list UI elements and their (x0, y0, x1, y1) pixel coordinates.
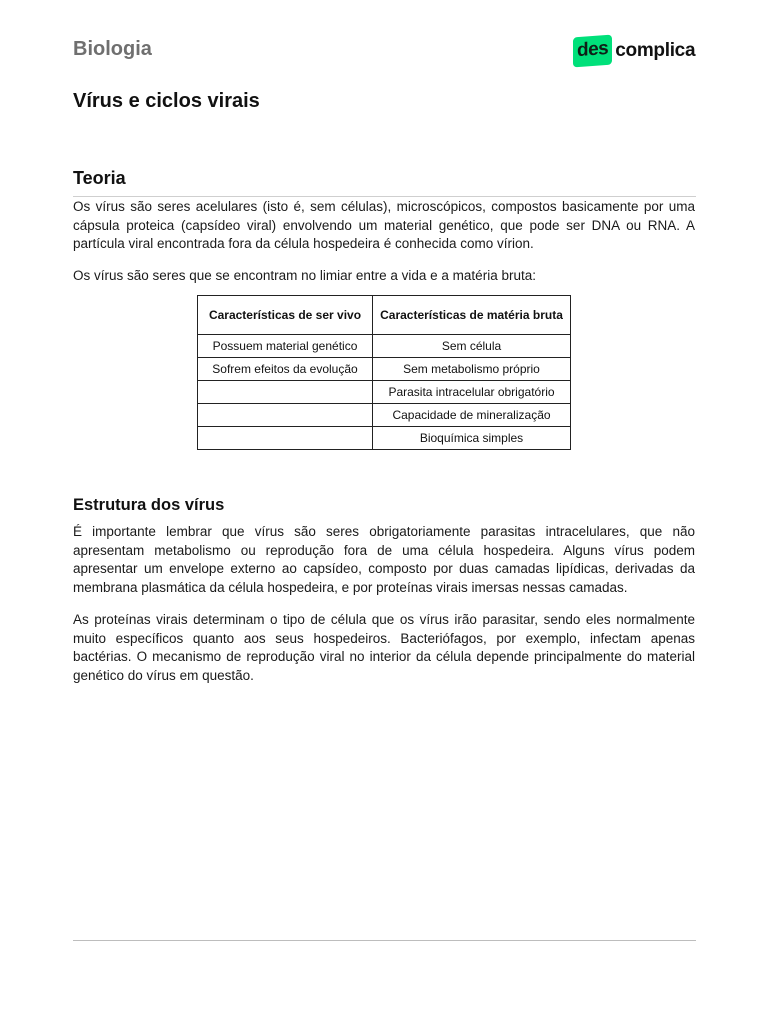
table-cell: Sem célula (373, 335, 571, 358)
table-header-cell: Características de matéria bruta (373, 296, 571, 335)
table-cell: Parasita intracelular obrigatório (373, 381, 571, 404)
estrutura-paragraph-2: As proteínas virais determinam o tipo de célula que os vírus irão parasitar, sendo eles normalmente muito específicos quanto aos seus hospedeiros. Bacteriófagos, por exemplo, infectam apenas bactérias. O mecanismo de reprodução viral no interior da célula depende principalmente do material genético do vírus em questão. (73, 612, 695, 683)
table-row (198, 381, 571, 404)
logo-wordmark: complica (615, 40, 696, 61)
teoria-paragraph-2: Os vírus são seres que se encontram no limiar entre a vida e a matéria bruta: (73, 268, 536, 283)
teoria-paragraph-1: Os vírus são seres acelulares (isto é, sem células), microscópicos, compostos basicamente por uma cápsula proteica (capsídeo viral) envolvendo um material genético, que pode ser DNA ou RNA. A partícula viral encontrada fora da célula hospedeira é conhecida como vírion. (73, 199, 695, 251)
subject-label: Biologia (73, 38, 152, 60)
table-header-row (198, 296, 571, 335)
section-heading-estrutura: Estrutura dos vírus (73, 496, 225, 514)
table-row (198, 358, 571, 381)
table-cell: Sem metabolismo próprio (373, 358, 571, 381)
table-cell: Sofrem efeitos da evolução (198, 358, 373, 381)
table-header-cell: Características de ser vivo (198, 296, 373, 335)
estrutura-paragraph-1: É importante lembrar que vírus são seres obrigatoriamente parasitas intracelulares, que não apresentam metabolismo ou reprodução fora de uma célula hospedeira. Alguns vírus podem apresentar um envelope externo ao capsídeo, composto por duas camadas lipídicas, derivadas da membrana plasmática da célula hospedeira, e por proteínas virais imersas nessas camadas. (73, 524, 695, 595)
table-row (198, 404, 571, 427)
table-row (198, 335, 571, 358)
section-heading-teoria: Teoria (73, 168, 126, 188)
table-cell (198, 381, 373, 404)
table-cell: Bioquímica simples (373, 427, 571, 450)
table-cell: Possuem material genético (198, 335, 373, 358)
section-divider (73, 196, 696, 197)
logo-badge: des (573, 35, 612, 68)
table-cell: Capacidade de mineralização (373, 404, 571, 427)
descomplica-logo (573, 34, 695, 68)
table-row (198, 427, 571, 450)
table-cell (198, 427, 373, 450)
page-title: Vírus e ciclos virais (73, 90, 260, 112)
table-cell (198, 404, 373, 427)
comparison-table (197, 295, 571, 450)
footer-divider (73, 940, 696, 941)
